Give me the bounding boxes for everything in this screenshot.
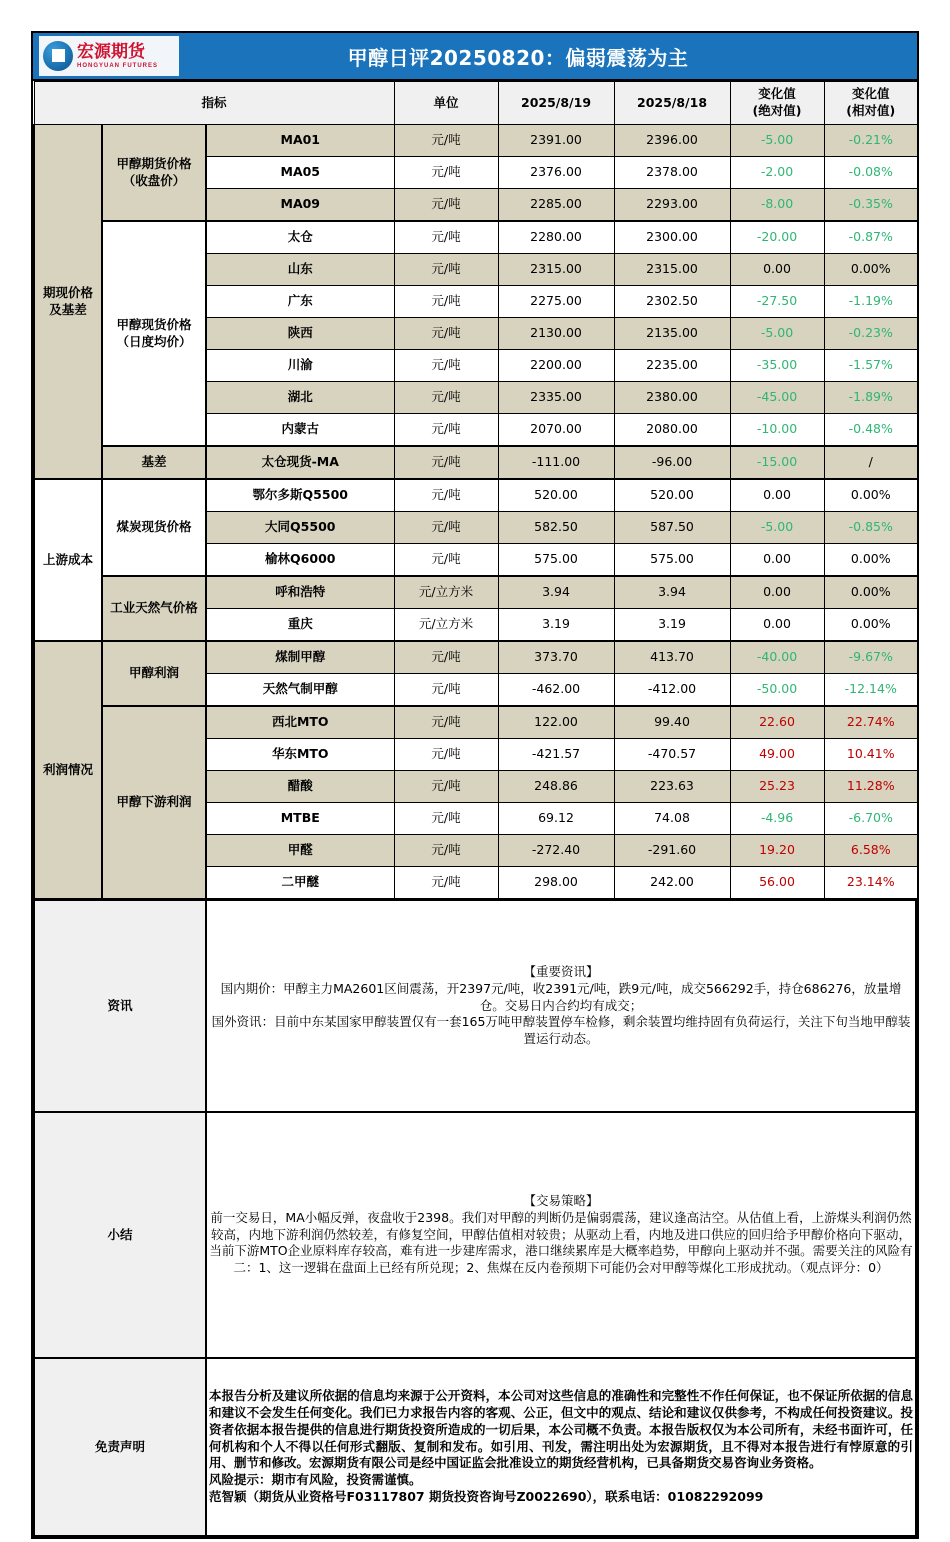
row-value-previous: 587.50 xyxy=(614,512,730,544)
row-value-current: 69.12 xyxy=(498,803,614,835)
row-change-relative: -1.89% xyxy=(824,382,918,414)
row-item-name: 重庆 xyxy=(206,609,394,642)
row-item-name: 鄂尔多斯Q5500 xyxy=(206,479,394,512)
row-unit: 元/吨 xyxy=(394,125,498,157)
row-value-current: 2200.00 xyxy=(498,350,614,382)
row-unit: 元/吨 xyxy=(394,835,498,867)
table-row xyxy=(34,641,918,674)
hongyuan-logo-icon xyxy=(43,41,73,71)
row-unit: 元/吨 xyxy=(394,641,498,674)
row-change-relative: 10.41% xyxy=(824,739,918,771)
row-value-current: 3.19 xyxy=(498,609,614,642)
row-item-name: 广东 xyxy=(206,286,394,318)
header-change-absolute-line2: (绝对值) xyxy=(752,103,802,118)
row-unit: 元/吨 xyxy=(394,479,498,512)
logo-chinese-name: 宏源期货 xyxy=(77,41,145,62)
subgroup-label-line1: 甲醇利润 xyxy=(128,665,179,681)
row-change-absolute: -2.00 xyxy=(730,157,824,189)
disclaimer-analyst-info: 范智颖（期货从业资格号F03117807 期货投资咨询号Z0022690），联系电话：01082292099 xyxy=(209,1489,764,1505)
row-unit: 元/吨 xyxy=(394,446,498,479)
row-value-previous: 2235.00 xyxy=(614,350,730,382)
row-change-relative: 0.00% xyxy=(824,544,918,577)
subgroup-label-line1: 基差 xyxy=(141,454,167,470)
row-change-absolute: -5.00 xyxy=(730,125,824,157)
table-row xyxy=(34,706,918,739)
subgroup-label-line1: 工业天然气价格 xyxy=(110,600,198,616)
row-change-absolute: -35.00 xyxy=(730,350,824,382)
row-value-previous: 2396.00 xyxy=(614,125,730,157)
row-change-absolute: 19.20 xyxy=(730,835,824,867)
subgroup-label xyxy=(102,125,206,222)
row-item-name: 华东MTO xyxy=(206,739,394,771)
disclaimer-paragraph-1: 本报告分析及建议所依据的信息均来源于公开资料，本公司对这些信息的准确性和完整性不作任何保证，也不保证所依据的信息和建议不会发生任何变化。我们已力求报告内容的客观、公正，但文中的观点、结论和建议仅供参考，不构成任何投资建议。投资者依据本报告提供的信息进行期货投资所造成的一切后果，本公司概不负责。本报告版权仅为本公司所有，未经书面许可，任何机构和个人不得以任何形式翻版、复制和发布。如引用、刊发，需注明出处为宏源期货，且不得对本报告进行有悖原意的引用、删节和修改。宏源期货有限公司是经中国证监会批准设立的期货经营机构，已具备期货交易咨询业务资格。 xyxy=(209,1387,913,1471)
row-value-current: 2285.00 xyxy=(498,189,614,222)
row-item-name: 榆林Q6000 xyxy=(206,544,394,577)
news-body xyxy=(206,900,916,1112)
news-heading: 【重要资讯】 xyxy=(523,963,599,979)
header-change-absolute xyxy=(730,82,824,125)
row-value-previous: 520.00 xyxy=(614,479,730,512)
row-value-current: 248.86 xyxy=(498,771,614,803)
news-section xyxy=(34,900,916,1112)
row-unit: 元/吨 xyxy=(394,512,498,544)
row-item-name: 天然气制甲醇 xyxy=(206,674,394,707)
row-value-current: 3.94 xyxy=(498,576,614,609)
row-unit: 元/吨 xyxy=(394,674,498,707)
row-change-relative: 0.00% xyxy=(824,576,918,609)
page-title: 甲醇日评20250820：偏弱震荡为主 xyxy=(347,45,689,70)
row-unit: 元/吨 xyxy=(394,382,498,414)
row-change-relative: -0.23% xyxy=(824,318,918,350)
row-change-relative: -1.57% xyxy=(824,350,918,382)
row-value-previous: 2315.00 xyxy=(614,254,730,286)
logo-english-name: HONGYUAN FUTURES xyxy=(77,62,159,69)
table-body xyxy=(34,125,918,899)
group-label-line1: 上游成本 xyxy=(42,551,93,567)
company-logo xyxy=(39,36,179,76)
row-item-name: 醋酸 xyxy=(206,771,394,803)
row-item-name: MA05 xyxy=(206,157,394,189)
row-change-relative: -0.48% xyxy=(824,414,918,447)
header-indicator: 指标 xyxy=(34,82,394,125)
row-change-relative: 0.00% xyxy=(824,479,918,512)
row-value-previous: -470.57 xyxy=(614,739,730,771)
row-value-previous: -291.60 xyxy=(614,835,730,867)
row-change-absolute: -50.00 xyxy=(730,674,824,707)
news-label: 资讯 xyxy=(34,900,206,1112)
row-item-name: 内蒙古 xyxy=(206,414,394,447)
header-change-relative-line1: 变化值 xyxy=(852,86,890,102)
row-value-previous: 2302.50 xyxy=(614,286,730,318)
row-value-previous: 223.63 xyxy=(614,771,730,803)
disclaimer-label: 免责声明 xyxy=(34,1358,206,1536)
row-value-current: -462.00 xyxy=(498,674,614,707)
table-row xyxy=(34,446,918,479)
subgroup-label-line1: 煤炭现货价格 xyxy=(116,519,192,535)
row-item-name: 太仓现货-MA xyxy=(206,446,394,479)
table-row xyxy=(34,479,918,512)
row-change-relative: 0.00% xyxy=(824,254,918,286)
row-item-name: 陕西 xyxy=(206,318,394,350)
row-unit: 元/吨 xyxy=(394,867,498,899)
summary-text: 前一交易日，MA小幅反弹，夜盘收于2398。我们对甲醇的判断仍是偏弱震荡，建议逢高沽空。从估值上看，上游煤头利润仍然较高，内地下游利润仍然较差，有修复空间，甲醇估值相对较贵；从驱动上看，内地及进口供应的回归给予甲醇价格向下驱动，当前下游MTO企业原料库存较高，难有进一步建库需求，港口继续累库是大概率趋势，甲醇向上驱动并不强。需要关注的风险有二：1、这一逻辑在盘面上已经有所兑现；2、焦煤在反内卷预期下可能仍会对甲醇等煤化工形成扰动。（观点评分：0） xyxy=(209,1209,913,1276)
row-change-absolute: -4.96 xyxy=(730,803,824,835)
row-value-current: 298.00 xyxy=(498,867,614,899)
row-change-absolute: -27.50 xyxy=(730,286,824,318)
row-unit: 元/吨 xyxy=(394,706,498,739)
summary-section xyxy=(34,1112,916,1358)
row-value-previous: 242.00 xyxy=(614,867,730,899)
row-change-absolute: 0.00 xyxy=(730,544,824,577)
group-label-line1: 期现价格 xyxy=(42,284,93,300)
summary-body xyxy=(206,1112,916,1358)
row-value-previous: 413.70 xyxy=(614,641,730,674)
row-change-absolute: -40.00 xyxy=(730,641,824,674)
row-change-relative: -0.85% xyxy=(824,512,918,544)
indicator-table xyxy=(33,81,919,899)
report-container xyxy=(31,31,919,1539)
row-unit: 元/立方米 xyxy=(394,609,498,642)
row-item-name: MA09 xyxy=(206,189,394,222)
row-value-current: 575.00 xyxy=(498,544,614,577)
subgroup-label xyxy=(102,221,206,446)
row-value-current: 520.00 xyxy=(498,479,614,512)
row-change-absolute: -5.00 xyxy=(730,318,824,350)
row-value-previous: 3.94 xyxy=(614,576,730,609)
row-value-current: -421.57 xyxy=(498,739,614,771)
row-value-previous: -96.00 xyxy=(614,446,730,479)
row-item-name: MTBE xyxy=(206,803,394,835)
group-label xyxy=(34,479,102,641)
subgroup-label-line1: 甲醇现货价格 xyxy=(116,316,192,332)
row-change-absolute: -20.00 xyxy=(730,221,824,254)
row-item-name: 二甲醚 xyxy=(206,867,394,899)
header-change-relative-line2: (相对值) xyxy=(846,103,896,118)
subgroup-label xyxy=(102,576,206,641)
header-change-absolute-line1: 变化值 xyxy=(758,86,796,102)
row-value-current: 2376.00 xyxy=(498,157,614,189)
row-change-absolute: 49.00 xyxy=(730,739,824,771)
row-unit: 元/吨 xyxy=(394,803,498,835)
row-change-relative: -0.87% xyxy=(824,221,918,254)
row-value-previous: 2380.00 xyxy=(614,382,730,414)
row-change-absolute: -45.00 xyxy=(730,382,824,414)
row-change-absolute: 0.00 xyxy=(730,609,824,642)
subgroup-label-line2: （日度均价） xyxy=(116,333,192,349)
subgroup-label-line1: 甲醇期货价格 xyxy=(116,155,192,171)
row-change-absolute: -10.00 xyxy=(730,414,824,447)
header-date-1: 2025/8/19 xyxy=(498,82,614,125)
row-change-relative: 11.28% xyxy=(824,771,918,803)
row-value-current: 582.50 xyxy=(498,512,614,544)
row-value-current: 373.70 xyxy=(498,641,614,674)
summary-heading: 【交易策略】 xyxy=(523,1192,599,1208)
summary-label: 小结 xyxy=(34,1112,206,1358)
row-item-name: 山东 xyxy=(206,254,394,286)
row-change-absolute: -15.00 xyxy=(730,446,824,479)
subgroup-label xyxy=(102,446,206,479)
row-value-previous: 3.19 xyxy=(614,609,730,642)
row-item-name: 太仓 xyxy=(206,221,394,254)
row-unit: 元/立方米 xyxy=(394,576,498,609)
row-value-previous: 99.40 xyxy=(614,706,730,739)
row-change-absolute: -5.00 xyxy=(730,512,824,544)
row-item-name: 呼和浩特 xyxy=(206,576,394,609)
row-item-name: 川渝 xyxy=(206,350,394,382)
row-value-previous: 2293.00 xyxy=(614,189,730,222)
disclaimer-section xyxy=(34,1358,916,1536)
row-value-current: 2070.00 xyxy=(498,414,614,447)
header-date-2: 2025/8/18 xyxy=(614,82,730,125)
group-label xyxy=(34,125,102,480)
row-value-current: 2391.00 xyxy=(498,125,614,157)
group-label xyxy=(34,641,102,899)
row-value-current: -111.00 xyxy=(498,446,614,479)
row-change-relative: -0.35% xyxy=(824,189,918,222)
row-unit: 元/吨 xyxy=(394,189,498,222)
row-change-absolute: 0.00 xyxy=(730,254,824,286)
table-row xyxy=(34,221,918,254)
row-change-relative: -0.08% xyxy=(824,157,918,189)
row-unit: 元/吨 xyxy=(394,414,498,447)
row-unit: 元/吨 xyxy=(394,286,498,318)
row-change-relative: -12.14% xyxy=(824,674,918,707)
row-change-relative: 0.00% xyxy=(824,609,918,642)
row-value-current: -272.40 xyxy=(498,835,614,867)
logo-text-group xyxy=(77,41,159,69)
row-change-relative: -6.70% xyxy=(824,803,918,835)
disclaimer-risk-note: 风险提示：期市有风险，投资需谨慎。 xyxy=(209,1472,422,1488)
row-value-current: 122.00 xyxy=(498,706,614,739)
subgroup-label-line2: （收盘价） xyxy=(122,172,186,188)
table-row xyxy=(34,576,918,609)
row-unit: 元/吨 xyxy=(394,739,498,771)
subgroup-label xyxy=(102,641,206,706)
narrative-table xyxy=(33,899,917,1537)
row-value-previous: -412.00 xyxy=(614,674,730,707)
row-change-absolute: 56.00 xyxy=(730,867,824,899)
row-item-name: 西北MTO xyxy=(206,706,394,739)
row-value-previous: 2300.00 xyxy=(614,221,730,254)
group-label-line2: 及基差 xyxy=(49,301,87,317)
header-change-relative xyxy=(824,82,918,125)
row-item-name: MA01 xyxy=(206,125,394,157)
row-value-previous: 2080.00 xyxy=(614,414,730,447)
news-line-1: 国内期价：甲醇主力MA2601区间震荡，开2397元/吨，收2391元/吨，跌9元/吨，成交566292手，持仓686276，放量增仓。交易日内合约均有成交； xyxy=(220,980,902,1013)
row-unit: 元/吨 xyxy=(394,221,498,254)
row-change-absolute: -8.00 xyxy=(730,189,824,222)
row-value-previous: 2135.00 xyxy=(614,318,730,350)
row-value-previous: 575.00 xyxy=(614,544,730,577)
news-line-2: 国外资讯：目前中东某国家甲醇装置仅有一套165万吨甲醇装置停车检修，剩余装置均维持固有负荷运行，关注下旬当地甲醇装置运行动态。 xyxy=(211,1014,911,1047)
row-unit: 元/吨 xyxy=(394,157,498,189)
row-change-absolute: 25.23 xyxy=(730,771,824,803)
row-change-absolute: 22.60 xyxy=(730,706,824,739)
row-value-current: 2275.00 xyxy=(498,286,614,318)
row-change-absolute: 0.00 xyxy=(730,576,824,609)
row-unit: 元/吨 xyxy=(394,544,498,577)
row-unit: 元/吨 xyxy=(394,771,498,803)
row-unit: 元/吨 xyxy=(394,254,498,286)
row-value-previous: 74.08 xyxy=(614,803,730,835)
row-unit: 元/吨 xyxy=(394,350,498,382)
row-item-name: 煤制甲醇 xyxy=(206,641,394,674)
row-value-current: 2335.00 xyxy=(498,382,614,414)
row-change-relative: -9.67% xyxy=(824,641,918,674)
header-unit: 单位 xyxy=(394,82,498,125)
subgroup-label xyxy=(102,706,206,899)
row-change-relative: 23.14% xyxy=(824,867,918,899)
table-header xyxy=(34,82,918,125)
subgroup-label-line1: 甲醇下游利润 xyxy=(116,794,192,810)
row-value-current: 2280.00 xyxy=(498,221,614,254)
row-value-current: 2315.00 xyxy=(498,254,614,286)
row-change-absolute: 0.00 xyxy=(730,479,824,512)
row-change-relative: 6.58% xyxy=(824,835,918,867)
row-item-name: 湖北 xyxy=(206,382,394,414)
disclaimer-body xyxy=(206,1358,916,1536)
row-change-relative: -0.21% xyxy=(824,125,918,157)
row-unit: 元/吨 xyxy=(394,318,498,350)
row-item-name: 大同Q5500 xyxy=(206,512,394,544)
subgroup-label xyxy=(102,479,206,576)
row-value-previous: 2378.00 xyxy=(614,157,730,189)
table-row xyxy=(34,125,918,157)
report-header xyxy=(33,33,917,81)
row-change-relative: 22.74% xyxy=(824,706,918,739)
row-change-relative: / xyxy=(824,446,918,479)
row-change-relative: -1.19% xyxy=(824,286,918,318)
row-value-current: 2130.00 xyxy=(498,318,614,350)
row-item-name: 甲醛 xyxy=(206,835,394,867)
group-label-line1: 利润情况 xyxy=(42,761,93,777)
